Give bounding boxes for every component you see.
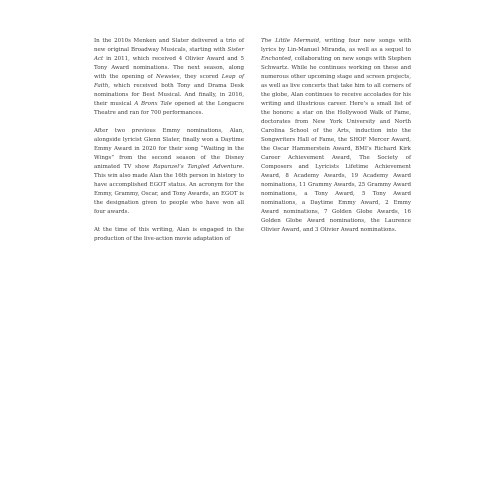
text-run: opened at the Longacre Theatre and ran for 700 performances. [94, 101, 244, 116]
paragraph-broadway-musicals [94, 37, 244, 118]
paragraph-honors [261, 37, 411, 235]
italic-title-enchanted: Enchanted [261, 56, 291, 62]
text-run: in 2011, which received 4 Olivier Award and 5 Tony Award nominations. The next season, along with the opening of [94, 56, 244, 80]
text-run: , which received both Tony and Drama Desk nominations for Best Musical. And finally, in 2016, their musical [94, 83, 244, 107]
text-run: , collaborating on new songs with Stephen Schwartz. While he continues working on these and numerous other upcoming stage and screen projects, as well as live concerts that take him to all corners of the globe, Alan continues to receive accolades for his writing and illustrious career. Here’s a small list of the honors: a star on the Hollywood Walk of Fame, doctorates from New York University and North Carolina School of the Arts, induction into the Songwriters Hall of Fame, the SHOF Mercer Award, the Oscar Hammerstein Award, BMI’s Richard Kirk Career Achievement Award, The Society of Composers and Lyricists Lifetime Achievement Award, 8 Academy Awards, 19 Academy Award nominations, 11 Grammy Awards, 25 Grammy Award nominations, a Tony Award, 5 Tony Award nominations, a Daytime Emmy Award, 2 Emmy Award nominations, 7 Golden Globe Awards, 16 Golden Globe Award nominations, the Laurence Olivier Award, and 3 Olivier Award nominations. [261, 56, 411, 233]
paragraph-emmy-egot [94, 127, 244, 217]
right-text-column [261, 37, 411, 244]
italic-title-the-little-mermaid: The Little Mermaid [261, 38, 320, 44]
italic-title-a-bronx-tale: A Bronx Tale [134, 101, 172, 107]
italic-title-rapunzels-tangled-adventure: Rapunzel’s Tangled Adventure [153, 164, 243, 170]
text-run: . This win also made Alan the 16th person in history to have accomplished EGOT status. An acronym for the Emmy, Grammy, Oscar, and Tony Awards, an EGOT is the designation given to people who have won all four awards. [94, 164, 244, 215]
paragraph-current-work: At the time of this writing, Alan is engaged in the production of the live-action movie adaptation of [94, 227, 244, 242]
left-text-column [94, 37, 244, 253]
text-run: In the 2010s Menken and Slater delivered a trio of new original Broadway Musicals, starting with [94, 38, 244, 53]
italic-title-leap-of-faith: Leap of Faith [94, 74, 244, 89]
text-run: , they scored [179, 74, 222, 80]
text-run: , writing four new songs with lyrics by Lin-Manuel Miranda, as well as a sequel to [261, 38, 411, 53]
italic-title-sister-act: Sister Act [94, 47, 244, 62]
text-run: After two previous Emmy nominations, Alan, alongside lyricist Glenn Slater, finally won a Daytime Emmy Award in 2020 for their song “Waiting in the Wings” from the second season of the Disney animated TV show [94, 128, 244, 170]
italic-title-newsies: Newsies [156, 74, 180, 80]
